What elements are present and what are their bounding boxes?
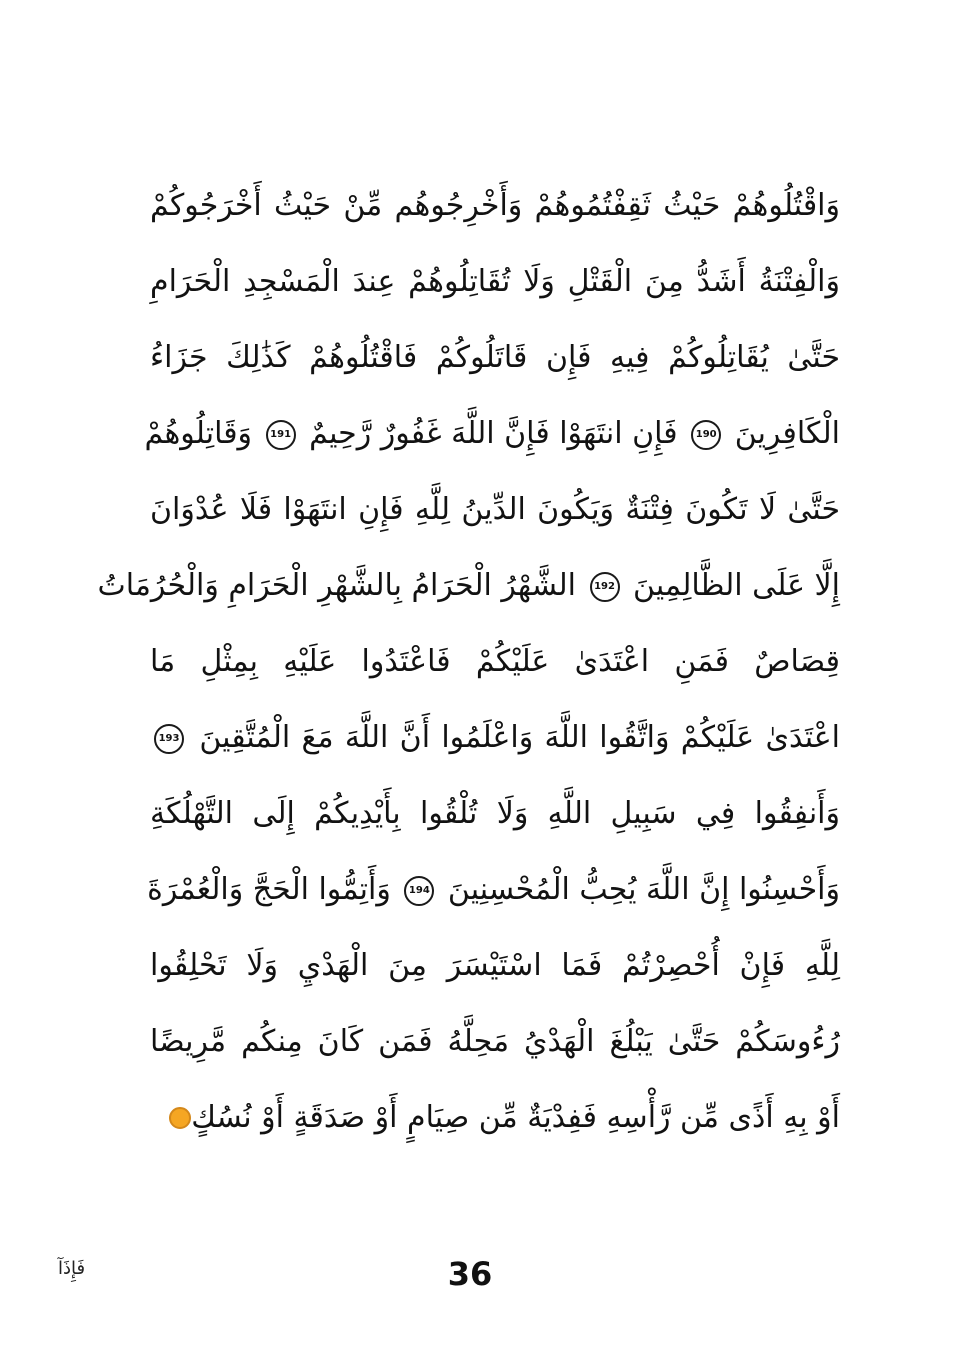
verse-number-marker: 191: [266, 420, 296, 450]
catchword: فَإِذَآ: [58, 1258, 86, 1279]
text-line-2: [150, 244, 840, 320]
line-segment: الْكَافِرِينَ: [734, 416, 840, 451]
line-segment: فَإِنِ انتَهَوْا فَإِنَّ اللَّهَ غَفُورٌ رَّحِيمٌ: [309, 416, 678, 451]
quran-text-block: [97, 168, 840, 1158]
line-segment: وَقَاتِلُوهُمْ: [144, 416, 253, 451]
line-text-with-markers: [150, 700, 840, 776]
line-text: رُءُوسَكُمْ حَتَّىٰ يَبْلُغَ الْهَدْيُ مَحِلَّهُ فَمَن كَانَ مِنكُم مَّرِيضًا: [150, 1024, 840, 1059]
line-text: حَتَّىٰ يُقَاتِلُوكُمْ فِيهِ فَإِن قَاتَلُوكُمْ فَاقْتُلُوهُمْ كَذَٰلِكَ جَزَاءُ: [150, 340, 840, 375]
line-text-with-markers: [147, 852, 840, 928]
line-text: حَتَّىٰ لَا تَكُونَ فِتْنَةٌ وَيَكُونَ الدِّينُ لِلَّهِ فَإِنِ انتَهَوْا فَلَا عُدْوَانَ: [150, 492, 840, 527]
text-line-3: [150, 320, 840, 396]
text-line-5: [150, 472, 840, 548]
verse-number-marker: 193: [154, 724, 184, 754]
text-line-8: [150, 700, 840, 776]
line-text: أَوْ بِهِ أَذًى مِّن رَّأْسِهِ فَفِدْيَةٌ مِّن صِيَامٍ أَوْ صَدَقَةٍ أَوْ نُسُكٍ: [191, 1100, 840, 1135]
line-text: قِصَاصٌ فَمَنِ اعْتَدَىٰ عَلَيْكُمْ فَاعْتَدُوا عَلَيْهِ بِمِثْلِ مَا: [150, 644, 840, 679]
line-segment: اعْتَدَىٰ عَلَيْكُمْ وَاتَّقُوا اللَّهَ وَاعْلَمُوا أَنَّ اللَّهَ مَعَ الْمُتَّقِينَ: [199, 720, 840, 755]
text-line-12: [150, 1004, 840, 1080]
text-line-9: [150, 776, 840, 852]
line-text: وَاقْتُلُوهُمْ حَيْثُ ثَقِفْتُمُوهُمْ وَأَخْرِجُوهُم مِّنْ حَيْثُ أَخْرَجُوكُمْ: [150, 188, 840, 223]
text-line-7: [150, 624, 840, 700]
line-text: وَأَنفِقُوا فِي سَبِيلِ اللَّهِ وَلَا تُلْقُوا بِأَيْدِيكُمْ إِلَى التَّهْلُكَةِ: [150, 796, 840, 831]
page-number: 36: [447, 1255, 493, 1293]
line-text: لِلَّهِ فَإِنْ أُحْصِرْتُمْ فَمَا اسْتَيْسَرَ مِنَ الْهَدْيِ وَلَا تَحْلِقُوا: [150, 948, 840, 983]
text-line-1: [150, 168, 840, 244]
line-segment: الشَّهْرُ الْحَرَامُ بِالشَّهْرِ الْحَرَامِ وَالْحُرُمَاتُ: [97, 568, 576, 603]
text-line-6: [97, 548, 840, 624]
verse-number-marker: 192: [590, 572, 620, 602]
end-of-page-dot-icon: [169, 1107, 191, 1129]
text-line-4: [144, 396, 840, 472]
line-segment: وَأَتِمُّوا الْحَجَّ وَالْعُمْرَةَ: [147, 872, 391, 907]
line-text-with-markers: [97, 548, 840, 624]
line-segment: وَأَحْسِنُوا إِنَّ اللَّهَ يُحِبُّ الْمُحْسِنِينَ: [447, 872, 840, 907]
text-line-13: [150, 1080, 840, 1156]
line-text: وَالْفِتْنَةُ أَشَدُّ مِنَ الْقَتْلِ وَلَا تُقَاتِلُوهُمْ عِندَ الْمَسْجِدِ الْحَرَامِ: [150, 264, 840, 299]
line-segment: إِلَّا عَلَى الظَّالِمِينَ: [633, 568, 840, 603]
verse-number-marker: 194: [404, 876, 434, 906]
text-line-11: [150, 928, 840, 1004]
line-text-with-markers: [144, 396, 840, 472]
text-line-10: [147, 852, 840, 928]
verse-number-marker: 190: [691, 420, 721, 450]
